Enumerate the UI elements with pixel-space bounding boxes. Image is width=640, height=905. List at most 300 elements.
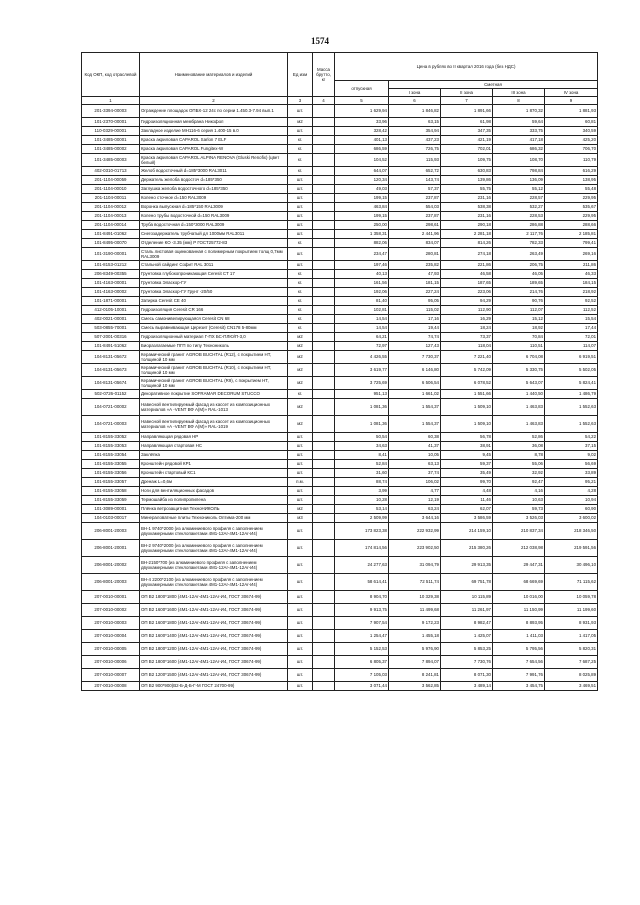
cell-mass: [313, 514, 335, 523]
cell-name: Навесной вентилируемый фасад из кассет из композиционных материалов «А -VENT ВФ А(М)» RAL-1019: [140, 416, 288, 433]
cell-unit: шт.: [288, 248, 313, 261]
table-row: [82, 460, 598, 469]
header-release: отпускная: [335, 81, 389, 97]
cell-code: 101-3485-00003: [82, 154, 140, 167]
cell-zone-3: 11 150,99: [493, 604, 545, 617]
cell-zone-4: 211,86: [545, 261, 598, 270]
cell-zone-3: 1 411,03: [493, 630, 545, 643]
cell-code: 104-0721-00002: [82, 399, 140, 416]
table-row: [82, 682, 598, 691]
cell-zone-4: 46,33: [545, 270, 598, 279]
header-unit: Ед изм: [288, 53, 313, 97]
cell-zone-1: 237,87: [389, 194, 441, 203]
cell-zone-3: 2 117,76: [493, 230, 545, 239]
column-number-row: [82, 97, 598, 105]
cell-zone-2: 221,86: [441, 261, 493, 270]
cell-zone-1: 60,38: [389, 433, 441, 442]
cell-release-price: 50,54: [335, 433, 389, 442]
cell-unit: шт.: [288, 203, 313, 212]
cell-zone-1: 652,72: [389, 167, 441, 176]
cell-mass: [313, 176, 335, 185]
cell-mass: [313, 377, 335, 390]
cell-mass: [313, 221, 335, 230]
cell-zone-2: 187,65: [441, 279, 493, 288]
cell-zone-2: 215 380,26: [441, 540, 493, 557]
cell-zone-1: 8 241,81: [389, 669, 441, 682]
cell-zone-2: 55,75: [441, 185, 493, 194]
cell-zone-1: 298,61: [389, 221, 441, 230]
cell-zone-1: 95,05: [389, 297, 441, 306]
table-row: [82, 351, 598, 364]
cell-zone-2: 4,48: [441, 487, 493, 496]
cell-zone-4: 9,02: [545, 451, 598, 460]
cell-zone-3: 3 526,03: [493, 514, 545, 523]
cell-zone-1: 4,77: [389, 487, 441, 496]
cell-zone-1: 63,24: [389, 505, 441, 514]
cell-zone-2: 231,16: [441, 194, 493, 203]
cell-unit: кг.: [288, 136, 313, 145]
cell-zone-1: 237,87: [389, 212, 441, 221]
cell-zone-3: 532,27: [493, 203, 545, 212]
cell-zone-2: 1 425,07: [441, 630, 493, 643]
cell-code: 101-8495-00070: [82, 239, 140, 248]
col-num: 9: [545, 97, 598, 105]
cell-zone-4: 71 115,62: [545, 574, 598, 591]
cell-unit: шт.: [288, 523, 313, 540]
cell-zone-2: 112,90: [441, 306, 493, 315]
cell-zone-3: 1 440,50: [493, 390, 545, 399]
cell-name: ОП В2 1800*1200 (4М1-12Ar-4М1-12Ar-И4, ГОСТ 30674-99): [140, 643, 288, 656]
col-num: 4: [313, 97, 335, 105]
cell-zone-3: 112,07: [493, 306, 545, 315]
cell-mass: [313, 416, 335, 433]
cell-zone-3: 46,05: [493, 270, 545, 279]
cell-name: Отделение КО -3.35 (мм) Р ГОСТ25772-83: [140, 239, 288, 248]
cell-unit: кг.: [288, 270, 313, 279]
table-row: [82, 630, 598, 643]
cell-mass: [313, 306, 335, 315]
cell-zone-1: 1 661,02: [389, 390, 441, 399]
cell-code: 101-8155-33052: [82, 433, 140, 442]
header-estimated: Сметная: [389, 81, 598, 89]
cell-release-price: 463,84: [335, 203, 389, 212]
cell-zone-4: 4,28: [545, 487, 598, 496]
cell-zone-2: 6 078,52: [441, 377, 493, 390]
col-num: 6: [389, 97, 441, 105]
cell-name: Стальной сайдинг Софит RAL 3011: [140, 261, 288, 270]
cell-zone-1: 1 846,82: [389, 105, 441, 118]
cell-unit: м2: [288, 342, 313, 351]
cell-unit: кг.: [288, 315, 313, 324]
cell-zone-3: 7 991,76: [493, 669, 545, 682]
cell-code: 101-8155-33059: [82, 496, 140, 505]
cell-zone-4: 2 185,81: [545, 230, 598, 239]
cell-code: 207-0010-00008: [82, 682, 140, 691]
cell-zone-2: 538,38: [441, 203, 493, 212]
cell-name: Грунтовка Эласкор-ГУ: [140, 279, 288, 288]
cell-zone-4: 288,66: [545, 221, 598, 230]
table-row: [82, 496, 598, 505]
cell-zone-3: 5 330,75: [493, 364, 545, 377]
cell-mass: [313, 230, 335, 239]
cell-mass: [313, 390, 335, 399]
cell-mass: [313, 342, 335, 351]
cell-zone-4: 17,44: [545, 324, 598, 333]
cell-release-price: 250,00: [335, 221, 389, 230]
cell-zone-2: 38,91: [441, 442, 493, 451]
cell-mass: [313, 505, 335, 514]
cell-release-price: 1 358,31: [335, 230, 389, 239]
table-row: [82, 127, 598, 136]
cell-zone-2: 94,29: [441, 297, 493, 306]
cell-zone-4: 15,54: [545, 315, 598, 324]
table-row: [82, 643, 598, 656]
cell-unit: шт.: [288, 451, 313, 460]
cell-mass: [313, 469, 335, 478]
cell-zone-3: 10 016,00: [493, 591, 545, 604]
cell-name: Желоб водосточный d=185*3000 RAL3011: [140, 167, 288, 176]
cell-code: 207-0010-00003: [82, 617, 140, 630]
cell-zone-1: 437,23: [389, 136, 441, 145]
cell-zone-3: 417,18: [493, 136, 545, 145]
cell-mass: [313, 617, 335, 630]
cell-name: Гидроизоляция Ceresit CR 166: [140, 306, 288, 315]
cell-zone-4: 1 552,63: [545, 399, 598, 416]
header-mass: Масса брутто, кг: [313, 53, 335, 97]
cell-zone-4: 1 417,05: [545, 630, 598, 643]
cell-zone-2: 8 071,30: [441, 669, 493, 682]
cell-unit: шт.: [288, 105, 313, 118]
cell-mass: [313, 496, 335, 505]
table-row: [82, 248, 598, 261]
cell-mass: [313, 333, 335, 342]
cell-mass: [313, 239, 335, 248]
cell-unit: шт.: [288, 469, 313, 478]
cell-release-price: 120,34: [335, 176, 389, 185]
cell-mass: [313, 127, 335, 136]
cell-zone-3: 1 463,83: [493, 416, 545, 433]
cell-release-price: 10,28: [335, 496, 389, 505]
cell-unit: кг.: [288, 288, 313, 297]
cell-name: Гидроизоляционный материал Г-ПХ БС-ПЛЮ/П-3,0: [140, 333, 288, 342]
table-row: [82, 167, 598, 176]
cell-release-price: 14,54: [335, 315, 389, 324]
cell-zone-4: 1 552,63: [545, 416, 598, 433]
table-row: [82, 118, 598, 127]
cell-zone-1: 181,15: [389, 279, 441, 288]
cell-zone-3: 3 454,75: [493, 682, 545, 691]
cell-name: Керамический гранит AGROB BUCHTAL (R10), с покрытием HT, толщиной 10 мм: [140, 364, 288, 377]
cell-name: ОП В2 1600*1400 (4М1-12Ar-4М1-12Ar-И4, ГОСТ 30674-99): [140, 630, 288, 643]
cell-code: 206-8349-00355: [82, 270, 140, 279]
cell-unit: шт.: [288, 630, 313, 643]
cell-zone-1: 47,93: [389, 270, 441, 279]
col-num: 8: [493, 97, 545, 105]
cell-zone-1: 127,43: [389, 342, 441, 351]
cell-zone-1: 57,37: [389, 185, 441, 194]
cell-zone-4: 56,69: [545, 460, 598, 469]
cell-zone-3: 110,51: [493, 342, 545, 351]
cell-release-price: 88,74: [335, 478, 389, 487]
cell-unit: п.м.: [288, 478, 313, 487]
cell-mass: [313, 574, 335, 591]
cell-name: ОП В2 1800*1800 (4М1-12Ar-4М1-12Ar-И4, ГОСТ 30674-99): [140, 591, 288, 604]
cell-zone-1: 280,81: [389, 248, 441, 261]
cell-zone-2: 8 982,47: [441, 617, 493, 630]
cell-unit: м2: [288, 416, 313, 433]
cell-release-price: 9 913,75: [335, 604, 389, 617]
cell-unit: шт.: [288, 230, 313, 239]
cell-zone-4: 5 824,41: [545, 377, 598, 390]
cell-zone-2: 99,70: [441, 478, 493, 487]
cell-mass: [313, 324, 335, 333]
cell-zone-2: 223,06: [441, 288, 493, 297]
cell-zone-1: 6 146,80: [389, 364, 441, 377]
cell-code: 201-1104-00013: [82, 212, 140, 221]
cell-mass: [313, 557, 335, 574]
table-row: [82, 514, 598, 523]
cell-zone-2: 1 509,10: [441, 399, 493, 416]
cell-release-price: 7 907,54: [335, 617, 389, 630]
cell-code: 104-0103-00017: [82, 514, 140, 523]
cell-unit: кг.: [288, 154, 313, 167]
cell-zone-1: 12,19: [389, 496, 441, 505]
cell-zone-4: 3 600,02: [545, 514, 598, 523]
cell-unit: м2: [288, 399, 313, 416]
col-num: 5: [335, 97, 389, 105]
table-row: [82, 194, 598, 203]
cell-unit: шт.: [288, 557, 313, 574]
cell-zone-2: 10 115,89: [441, 591, 493, 604]
cell-release-price: 1 081,36: [335, 399, 389, 416]
cell-name: Ограждение площадок ОПБХ-12 24с по серии 1.450.3-7.94 вып.1: [140, 105, 288, 118]
cell-zone-3: 782,33: [493, 239, 545, 248]
cell-mass: [313, 261, 335, 270]
cell-zone-4: 706,70: [545, 145, 598, 154]
table-row: [82, 306, 598, 315]
table-row: [82, 523, 598, 540]
cell-code: 101-3089-00001: [82, 505, 140, 514]
cell-zone-4: 425,20: [545, 136, 598, 145]
cell-name: Смесь самонивелирующаяся Ceresit CN 68: [140, 315, 288, 324]
cell-zone-3: 29 447,31: [493, 557, 545, 574]
cell-unit: шт.: [288, 591, 313, 604]
table-row: [82, 324, 598, 333]
cell-unit: кг.: [288, 145, 313, 154]
cell-zone-3: 189,65: [493, 279, 545, 288]
cell-unit: м2: [288, 377, 313, 390]
cell-code: 201-1104-00010: [82, 185, 140, 194]
cell-zone-3: 228,57: [493, 194, 545, 203]
cell-code: 402-0310-01713: [82, 167, 140, 176]
cell-zone-2: 214 159,10: [441, 523, 493, 540]
cell-name: Сталь листовая оцинкованная с полимерным покрытием толщ 0,7мм RAL3009: [140, 248, 288, 261]
cell-mass: [313, 167, 335, 176]
cell-code: 201-1104-00011: [82, 194, 140, 203]
cell-release-price: 64,21: [335, 333, 389, 342]
cell-zone-3: 68 669,69: [493, 574, 545, 591]
cell-code: 206-8001-20002: [82, 557, 140, 574]
cell-mass: [313, 399, 335, 416]
cell-zone-3: 10,63: [493, 496, 545, 505]
cell-unit: шт.: [288, 221, 313, 230]
cell-name: Заклёпка: [140, 451, 288, 460]
cell-code: 502-0726-01152: [82, 390, 140, 399]
cell-zone-1: 5 976,90: [389, 643, 441, 656]
cell-code: 101-8155-33057: [82, 478, 140, 487]
cell-name: Затирка Ceresit CE 40: [140, 297, 288, 306]
cell-unit: кг.: [288, 167, 313, 176]
cell-release-price: 3 619,77: [335, 364, 389, 377]
cell-zone-4: 799,41: [545, 239, 598, 248]
cell-mass: [313, 460, 335, 469]
table-row: [82, 333, 598, 342]
table-row: [82, 390, 598, 399]
cell-zone-4: 110,79: [545, 154, 598, 167]
cell-release-price: 234,47: [335, 248, 389, 261]
cell-zone-4: 138,95: [545, 176, 598, 185]
cell-mass: [313, 433, 335, 442]
cell-zone-1: 726,75: [389, 145, 441, 154]
cell-code: 201-1104-00014: [82, 221, 140, 230]
cell-zone-1: 7 730,37: [389, 351, 441, 364]
cell-name: Навесной вентилируемый фасад из кассет из композиционных материалов «А -VENT ВФ А(М)» RAL-1013: [140, 399, 288, 416]
cell-zone-1: 554,03: [389, 203, 441, 212]
cell-zone-4: 535,67: [545, 203, 598, 212]
cell-zone-4: 219 591,56: [545, 540, 598, 557]
cell-release-price: 31,60: [335, 469, 389, 478]
cell-name: Держатель желоба водосточ d=185*350: [140, 176, 288, 185]
cell-zone-2: 274,18: [441, 248, 493, 261]
cell-zone-1: 115,02: [389, 306, 441, 315]
cell-release-price: 72,97: [335, 342, 389, 351]
cell-zone-4: 112,52: [545, 306, 598, 315]
cell-name: Закладное изделие МН116-6 серия 1.400-15 в.0: [140, 127, 288, 136]
cell-zone-4: 229,95: [545, 194, 598, 203]
cell-unit: шт.: [288, 617, 313, 630]
cell-name: Краска акриловая CAPAROL Sarlon 7 ELF: [140, 136, 288, 145]
cell-zone-3: 136,09: [493, 176, 545, 185]
cell-code: 101-4163-00001: [82, 279, 140, 288]
cell-zone-3: 6 704,08: [493, 351, 545, 364]
cell-zone-2: 61,98: [441, 118, 493, 127]
cell-zone-2: 347,35: [441, 127, 493, 136]
cell-zone-3: 59,64: [493, 118, 545, 127]
cell-code: 207-0010-00001: [82, 591, 140, 604]
cell-zone-3: 5 795,56: [493, 643, 545, 656]
cell-zone-1: 72 511,74: [389, 574, 441, 591]
cell-zone-1: 834,07: [389, 239, 441, 248]
cell-zone-2: 118,04: [441, 342, 493, 351]
cell-mass: [313, 185, 335, 194]
cell-name: Плёнка ветрозащитная ТехноНИКОЛЬ: [140, 505, 288, 514]
cell-mass: [313, 279, 335, 288]
cell-name: Биоразлагаемые ПГП по типу Технониколь: [140, 342, 288, 351]
cell-zone-4: 11 199,60: [545, 604, 598, 617]
cell-unit: м2: [288, 351, 313, 364]
table-row: [82, 399, 598, 416]
table-row: [82, 540, 598, 557]
cell-zone-1: 31 094,79: [389, 557, 441, 574]
cell-zone-2: 290,18: [441, 221, 493, 230]
table-row: [82, 288, 598, 297]
cell-release-price: 161,56: [335, 279, 389, 288]
cell-zone-4: 114,07: [545, 342, 598, 351]
cell-mass: [313, 145, 335, 154]
cell-zone-1: 1 554,37: [389, 399, 441, 416]
table-row: [82, 203, 598, 212]
cell-unit: м2: [288, 333, 313, 342]
cell-release-price: 328,42: [335, 127, 389, 136]
header-code: Код ОКП, код отраслевой: [82, 53, 140, 97]
cell-zone-2: 139,86: [441, 176, 493, 185]
cell-zone-2: 62,07: [441, 505, 493, 514]
cell-zone-3: 8 893,95: [493, 617, 545, 630]
cell-mass: [313, 591, 335, 604]
cell-zone-3: 7 654,56: [493, 656, 545, 669]
cell-code: 201-1104-00059: [82, 176, 140, 185]
cell-zone-3: 286,88: [493, 221, 545, 230]
cell-release-price: 1 081,36: [335, 416, 389, 433]
cell-release-price: 192,06: [335, 288, 389, 297]
cell-release-price: 14,54: [335, 324, 389, 333]
cell-unit: шт.: [288, 574, 313, 591]
cell-zone-1: 3 562,85: [389, 682, 441, 691]
table-row: [82, 505, 598, 514]
cell-zone-1: 106,02: [389, 478, 441, 487]
cell-code: 503-0855-70001: [82, 324, 140, 333]
cell-zone-1: 63,15: [389, 118, 441, 127]
cell-name: Грунтовка Эласкор-ГУ Грунт -20/50: [140, 288, 288, 297]
cell-zone-3: 36,08: [493, 442, 545, 451]
cell-zone-3: 686,32: [493, 145, 545, 154]
cell-name: ОП В2 1800*1600 (4М1-12Ar-4М1-12Ar-И4, ГОСТ 30674-99): [140, 656, 288, 669]
cell-code: 101-8155-33054: [82, 451, 140, 460]
cell-zone-2: 7 221,40: [441, 351, 493, 364]
cell-release-price: 8,41: [335, 451, 389, 460]
cell-mass: [313, 656, 335, 669]
cell-zone-3: 92,47: [493, 478, 545, 487]
cell-code: 101-8155-33056: [82, 469, 140, 478]
col-num: 7: [441, 97, 493, 105]
cell-zone-4: 616,29: [545, 167, 598, 176]
cell-zone-1: 143,74: [389, 176, 441, 185]
cell-release-price: 49,03: [335, 185, 389, 194]
cell-zone-4: 5 820,31: [545, 643, 598, 656]
cell-mass: [313, 643, 335, 656]
cell-zone-2: 16,29: [441, 315, 493, 324]
cell-code: 104-8131-05674: [82, 377, 140, 390]
cell-unit: шт.: [288, 540, 313, 557]
cell-release-price: 199,15: [335, 212, 389, 221]
cell-code: 101-8155-33053: [82, 442, 140, 451]
table-row: [82, 239, 598, 248]
cell-zone-2: 11 261,97: [441, 604, 493, 617]
cell-mass: [313, 154, 335, 167]
cell-release-price: 951,13: [335, 390, 389, 399]
cell-zone-1: 223 902,50: [389, 540, 441, 557]
cell-name: ОП В2 1200*1500 (4М1-12Ar-4М1-12Ar-И4, ГОСТ 30674-99): [140, 669, 288, 682]
cell-zone-3: 70,84: [493, 333, 545, 342]
cell-zone-2: 109,75: [441, 154, 493, 167]
table-row: [82, 487, 598, 496]
cell-release-price: 5 152,53: [335, 643, 389, 656]
cell-mass: [313, 315, 335, 324]
cell-zone-3: 59,73: [493, 505, 545, 514]
cell-code: 206-8001-20003: [82, 574, 140, 591]
cell-unit: шт.: [288, 433, 313, 442]
cell-code: 104-8131-05673: [82, 364, 140, 377]
